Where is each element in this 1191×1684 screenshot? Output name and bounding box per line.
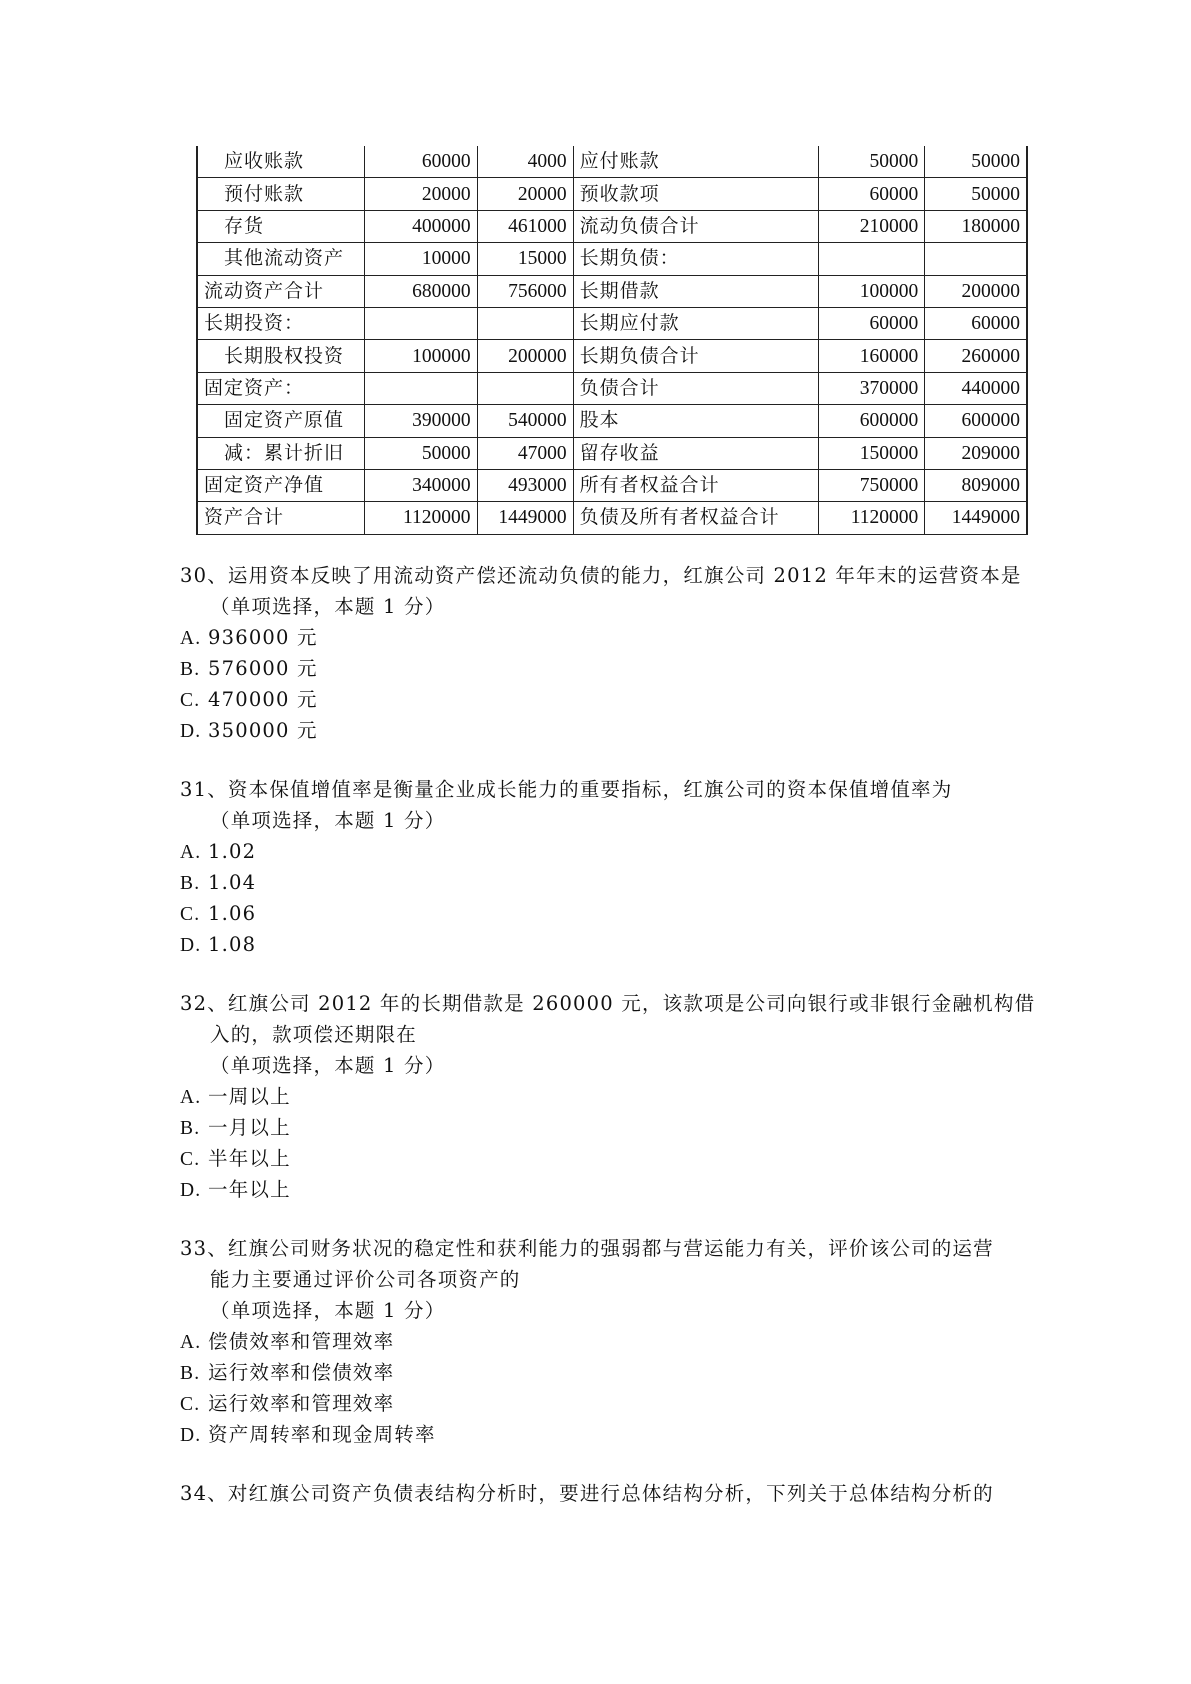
liability-begin-value-cell: 160000 xyxy=(818,340,924,372)
asset-label-cell: 流动资产合计 xyxy=(197,275,365,307)
table-row xyxy=(197,437,1027,469)
option-letter: D. xyxy=(180,935,202,956)
liability-end-value-cell: 600000 xyxy=(925,405,1027,437)
asset-end-value-cell: 1449000 xyxy=(477,502,573,534)
option-letter: C. xyxy=(180,1394,201,1415)
asset-begin-value-cell: 10000 xyxy=(365,243,477,275)
liability-begin-value-cell: 150000 xyxy=(818,437,924,469)
table-row xyxy=(197,307,1027,339)
question-stem-continuation: （单项选择，本题 1 分） xyxy=(210,1054,446,1077)
liability-end-value-cell: 440000 xyxy=(925,372,1027,404)
answer-option xyxy=(180,1326,1020,1357)
asset-end-value-cell: 47000 xyxy=(477,437,573,469)
answer-option xyxy=(180,1388,1020,1419)
asset-end-value-cell: 461000 xyxy=(477,210,573,242)
option-letter: D. xyxy=(180,721,202,742)
asset-end-value-cell: 540000 xyxy=(477,405,573,437)
answer-option xyxy=(180,1081,1020,1112)
liability-label-cell: 长期负债合计 xyxy=(573,340,818,372)
liability-label-cell: 长期借款 xyxy=(573,275,818,307)
liability-begin-value-cell: 50000 xyxy=(818,146,924,178)
liability-label-cell: 预收款项 xyxy=(573,178,818,210)
option-text: 1.08 xyxy=(208,933,257,956)
question-stem: 33、红旗公司财务状况的稳定性和获利能力的强弱都与营运能力有关，评价该公司的运营 xyxy=(180,1237,994,1260)
asset-end-value-cell: 493000 xyxy=(477,469,573,501)
option-letter: C. xyxy=(180,904,201,925)
asset-label-cell: 长期股权投资 xyxy=(197,340,365,372)
option-letter: B. xyxy=(180,1363,201,1384)
balance-sheet-table xyxy=(196,146,1028,535)
asset-label-cell: 存货 xyxy=(197,210,365,242)
option-text: 936000 元 xyxy=(208,626,318,649)
question-stem: 34、对红旗公司资产负债表结构分析时，要进行总体结构分析，下列关于总体结构分析的 xyxy=(180,1482,994,1505)
liability-label-cell: 流动负债合计 xyxy=(573,210,818,242)
table-row xyxy=(197,372,1027,404)
answer-option xyxy=(180,1143,1020,1174)
answer-option xyxy=(180,684,1020,715)
option-letter: A. xyxy=(180,1087,202,1108)
liability-begin-value-cell: 60000 xyxy=(818,307,924,339)
asset-begin-value-cell: 400000 xyxy=(365,210,477,242)
question-block xyxy=(180,774,1020,960)
question-block xyxy=(180,1233,1020,1450)
liability-end-value-cell: 50000 xyxy=(925,146,1027,178)
asset-begin-value-cell xyxy=(365,307,477,339)
option-text: 350000 元 xyxy=(208,719,318,742)
table-row xyxy=(197,275,1027,307)
table-row xyxy=(197,210,1027,242)
table-row xyxy=(197,178,1027,210)
liability-label-cell: 长期应付款 xyxy=(573,307,818,339)
liability-end-value-cell: 200000 xyxy=(925,275,1027,307)
answer-option xyxy=(180,715,1020,746)
question-stem-continuation: （单项选择，本题 1 分） xyxy=(210,595,446,618)
option-text: 1.04 xyxy=(208,871,257,894)
question-stem-continuation: （单项选择，本题 1 分） xyxy=(210,809,446,832)
question-block xyxy=(180,560,1020,746)
option-letter: A. xyxy=(180,1332,202,1353)
asset-begin-value-cell: 100000 xyxy=(365,340,477,372)
answer-option xyxy=(180,1419,1020,1450)
liability-label-cell: 负债合计 xyxy=(573,372,818,404)
option-text: 一月以上 xyxy=(208,1116,291,1139)
liability-label-cell: 留存收益 xyxy=(573,437,818,469)
answer-option xyxy=(180,1174,1020,1205)
asset-begin-value-cell: 60000 xyxy=(365,146,477,178)
option-letter: A. xyxy=(180,628,202,649)
question-stem-continuation: 能力主要通过评价公司各项资产的 xyxy=(210,1268,521,1291)
liability-end-value-cell: 209000 xyxy=(925,437,1027,469)
question-stem: 32、红旗公司 2012 年的长期借款是 260000 元，该款项是公司向银行或非银行金融机构借 xyxy=(180,992,1036,1015)
question-stem-continuation: （单项选择，本题 1 分） xyxy=(210,1299,446,1322)
asset-label-cell: 长期投资： xyxy=(197,307,365,339)
liability-begin-value-cell: 210000 xyxy=(818,210,924,242)
table-row xyxy=(197,469,1027,501)
liability-end-value-cell: 260000 xyxy=(925,340,1027,372)
table-row xyxy=(197,340,1027,372)
liability-begin-value-cell: 100000 xyxy=(818,275,924,307)
table-row xyxy=(197,243,1027,275)
option-text: 576000 元 xyxy=(208,657,318,680)
option-text: 一周以上 xyxy=(208,1085,291,1108)
option-letter: D. xyxy=(180,1180,202,1201)
liability-end-value-cell: 50000 xyxy=(925,178,1027,210)
asset-label-cell: 资产合计 xyxy=(197,502,365,534)
answer-option xyxy=(180,1112,1020,1143)
asset-label-cell: 预付账款 xyxy=(197,178,365,210)
question-stem-continuation: 入的，款项偿还期限在 xyxy=(210,1023,418,1046)
asset-end-value-cell: 200000 xyxy=(477,340,573,372)
asset-label-cell: 固定资产净值 xyxy=(197,469,365,501)
question-block xyxy=(180,988,1036,1205)
question-block xyxy=(180,1478,1020,1509)
liability-begin-value-cell: 60000 xyxy=(818,178,924,210)
option-letter: B. xyxy=(180,1118,201,1139)
asset-begin-value-cell: 20000 xyxy=(365,178,477,210)
option-text: 偿债效率和管理效率 xyxy=(208,1330,395,1353)
liability-end-value-cell: 60000 xyxy=(925,307,1027,339)
answer-option xyxy=(180,622,1020,653)
asset-end-value-cell: 15000 xyxy=(477,243,573,275)
option-letter: B. xyxy=(180,659,201,680)
liability-end-value-cell: 809000 xyxy=(925,469,1027,501)
option-letter: D. xyxy=(180,1425,202,1446)
liability-end-value-cell xyxy=(925,243,1027,275)
asset-label-cell: 固定资产原值 xyxy=(197,405,365,437)
asset-label-cell: 固定资产： xyxy=(197,372,365,404)
question-list xyxy=(180,560,1036,1537)
asset-end-value-cell: 20000 xyxy=(477,178,573,210)
option-text: 半年以上 xyxy=(208,1147,291,1170)
asset-begin-value-cell: 390000 xyxy=(365,405,477,437)
asset-label-cell: 减：累计折旧 xyxy=(197,437,365,469)
answer-option xyxy=(180,929,1020,960)
asset-label-cell: 应收账款 xyxy=(197,146,365,178)
liability-begin-value-cell: 370000 xyxy=(818,372,924,404)
liability-label-cell: 所有者权益合计 xyxy=(573,469,818,501)
asset-begin-value-cell xyxy=(365,372,477,404)
option-text: 470000 元 xyxy=(208,688,318,711)
table-row xyxy=(197,146,1027,178)
asset-label-cell: 其他流动资产 xyxy=(197,243,365,275)
liability-label-cell: 股本 xyxy=(573,405,818,437)
answer-option xyxy=(180,1357,1020,1388)
liability-begin-value-cell: 750000 xyxy=(818,469,924,501)
option-letter: B. xyxy=(180,873,201,894)
answer-option xyxy=(180,867,1020,898)
answer-option xyxy=(180,653,1020,684)
liability-end-value-cell: 180000 xyxy=(925,210,1027,242)
asset-end-value-cell: 756000 xyxy=(477,275,573,307)
liability-begin-value-cell: 1120000 xyxy=(818,502,924,534)
answer-option xyxy=(180,836,1020,867)
asset-end-value-cell xyxy=(477,307,573,339)
option-text: 运行效率和管理效率 xyxy=(208,1392,395,1415)
option-letter: C. xyxy=(180,1149,201,1170)
option-text: 资产周转率和现金周转率 xyxy=(208,1423,436,1446)
option-text: 1.02 xyxy=(208,840,257,863)
asset-begin-value-cell: 1120000 xyxy=(365,502,477,534)
asset-begin-value-cell: 340000 xyxy=(365,469,477,501)
question-stem: 30、运用资本反映了用流动资产偿还流动负债的能力，红旗公司 2012 年年末的运营资本是 xyxy=(180,564,1022,587)
liability-label-cell: 应付账款 xyxy=(573,146,818,178)
question-stem: 31、资本保值增值率是衡量企业成长能力的重要指标，红旗公司的资本保值增值率为 xyxy=(180,778,953,801)
option-text: 运行效率和偿债效率 xyxy=(208,1361,395,1384)
option-text: 1.06 xyxy=(208,902,257,925)
liability-label-cell: 长期负债： xyxy=(573,243,818,275)
liability-begin-value-cell xyxy=(818,243,924,275)
asset-begin-value-cell: 680000 xyxy=(365,275,477,307)
answer-option xyxy=(180,898,1020,929)
liability-label-cell: 负债及所有者权益合计 xyxy=(573,502,818,534)
asset-end-value-cell xyxy=(477,372,573,404)
table-row xyxy=(197,502,1027,534)
table-row xyxy=(197,405,1027,437)
balance-sheet-body xyxy=(197,146,1027,534)
asset-begin-value-cell: 50000 xyxy=(365,437,477,469)
liability-end-value-cell: 1449000 xyxy=(925,502,1027,534)
asset-end-value-cell: 4000 xyxy=(477,146,573,178)
option-letter: C. xyxy=(180,690,201,711)
option-letter: A. xyxy=(180,842,202,863)
option-text: 一年以上 xyxy=(208,1178,291,1201)
liability-begin-value-cell: 600000 xyxy=(818,405,924,437)
